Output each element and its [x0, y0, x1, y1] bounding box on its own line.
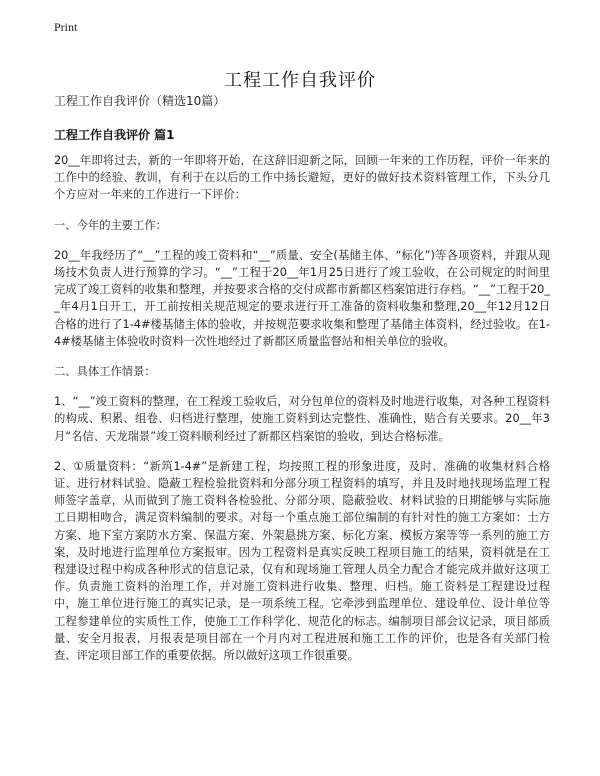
- paragraph-main-work: 20__年我经历了“__”工程的竣工资料和“__”质量、安全(基储主体、“标化”)等各项资料，并跟从现场技术负责人进行预算的学习。“__”工程于20__年1月25日进行了竣工验收，在公司规定的时间里完成了竣工资料的收集和整理，并按要求合格的交付成都市新都区档案馆进行存档。“__”工程于20__年4月1日开工，开工前按相关规范规定的要求进行开工准备的资料收集和整理,20__年12月12日合格的进行了1-4#楼基储主体的验收，并按规范要求收集和整理了基储主体资料，经过验收。在1-4#楼基储主体验收时资料一次性地经过了新都区质量监督站和相关单位的验收。: [54, 248, 550, 348]
- print-label[interactable]: Print: [54, 20, 78, 34]
- section-heading: 工程工作自我评价 篇1: [54, 128, 175, 142]
- document-body: [54, 152, 550, 677]
- paragraph-heading-main-work: 一、今年的主要工作：: [54, 218, 167, 232]
- document-subtitle: 工程工作自我评价（精选10篇）: [54, 94, 226, 108]
- paragraph-heading-details: 二、具体工作情景：: [54, 365, 156, 379]
- paragraph-detail-1: 1、“__”竣工资料的整理，在工程竣工验收后，对分包单位的资料及时地进行收集，对各种工程资料的构成、积累、组卷、归档进行整理，使施工资料到达完整性、准确性，贴合有关要求。20__年3月“名信、天龙瑞景”竣工资料顺利经过了新都区档案馆的验收，到达合格标准。: [54, 395, 550, 443]
- document-title: 工程工作自我评价: [224, 70, 376, 92]
- paragraph-intro: 20__年即将过去，新的一年即将开始，在这辞旧迎新之际，回顾一年来的工作历程，评价一年来的工作中的经验、教训，有利于在以后的工作中扬长避短，更好的做好技术资料管理工作，下头分几个方应对一年来的工作进行一下评价：: [54, 154, 550, 202]
- paragraph-detail-2: 2、①质量资料：“新筑1-4#”是新建工程，均按照工程的形象进度，及时、准确的收集材料合格证、进行材料试验、隐蔽工程检验批资料和分部分项工程资料的填写，并且及时地找现场监理工程师签字盖章，从而做到了施工资料各检验批、分部分项、隐蔽验收、材料试验的日期能够与实际施工日期相吻合，满足资料编制的要求。对每一个重点施工部位编制的有针对性的施工方案如：土方方案、地下室方案防水方案、保温方案、外架悬挑方案、标化方案、模板方案等等一系列的施工方案，及时地进行监理单位方案报审。因为工程资料是真实反映工程项目施工的结果，资料就是在工程建设过程中构成各种形式的信息记录，仅有和现场施工管理人员全力配合才能完成并做好这项工作。负责施工资料的治理工作，并对施工资料进行收集、整理、归档。施工资料是工程建设过程中，施工单位进行施工的真实记录，是一项系统工程。它牵涉到监理单位、建设单位、设计单位等工程参建单位的实质性工作，使施工工作科学化、规范化的标志。编制项目部会议记录，项目部质量、安全月报表，月报表是项目部在一个月内对工程进展和施工工作的评价，也是各有关部门检查、评定项目部工作的重要依据。所以做好这项工作很重要。: [54, 459, 550, 663]
